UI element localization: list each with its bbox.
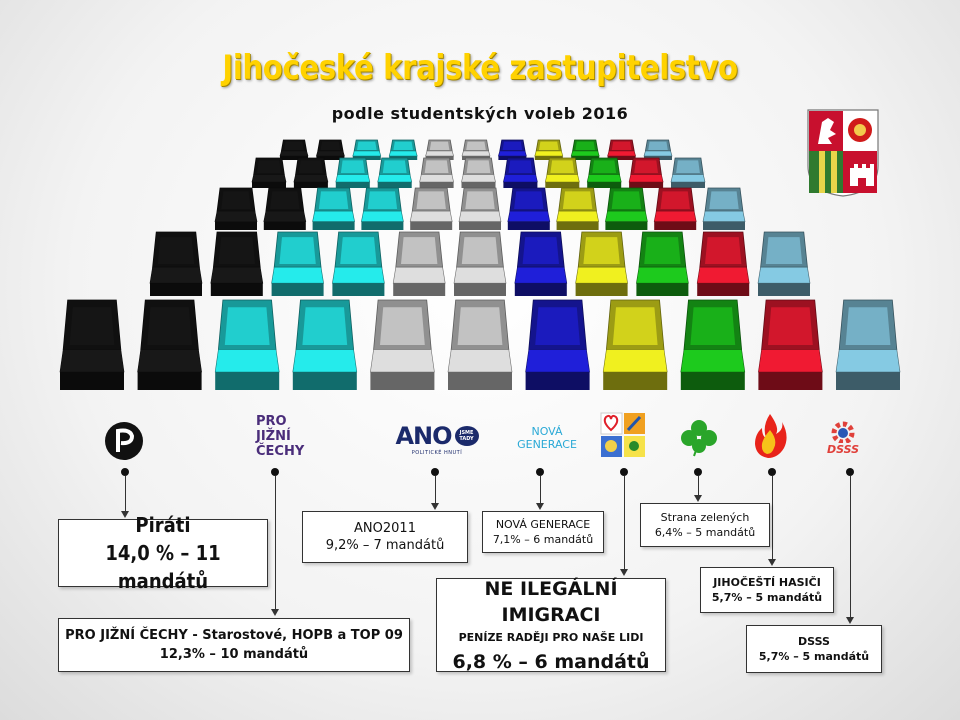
ng-result: 7,1% – 6 mandátů xyxy=(492,533,594,546)
parliament-seat xyxy=(426,140,454,160)
parliament-seat xyxy=(545,158,579,188)
ng-arrow-icon xyxy=(536,503,544,510)
nii-connector-dot xyxy=(620,468,628,476)
parliament-seat xyxy=(629,158,663,188)
strana-zelenych-logo xyxy=(678,418,720,458)
parliament-seat xyxy=(503,158,537,188)
sz-name: Strana zelených xyxy=(660,511,750,524)
sz-connector-dot xyxy=(694,468,702,476)
pro-connector-line xyxy=(275,476,276,610)
pirati-result: 14,0 % – 11 mandátů xyxy=(105,541,221,593)
jh-connector-line xyxy=(772,476,773,560)
parliament-seat xyxy=(215,188,257,230)
parliament-seat xyxy=(370,300,434,390)
parliament-seat xyxy=(454,232,506,296)
pro-connector-dot xyxy=(271,468,279,476)
parliament-seat xyxy=(313,188,355,230)
dsss-connector-dot xyxy=(846,468,854,476)
party-emblem-icon xyxy=(600,412,646,458)
pro-jizni-cechy-logo xyxy=(256,408,314,464)
parliament-seat xyxy=(758,232,810,296)
parliament-seat xyxy=(138,300,202,390)
jh-connector-dot xyxy=(768,468,776,476)
dsss-label-box xyxy=(746,625,882,673)
nii-connector-line xyxy=(624,476,625,570)
parliament-seat xyxy=(515,232,567,296)
parliament-seat xyxy=(654,188,696,230)
parliament-seat xyxy=(681,300,745,390)
sz-arrow-icon xyxy=(694,495,702,502)
parliament-seat xyxy=(462,158,496,188)
parliament-seat xyxy=(605,188,647,230)
parliament-seat xyxy=(361,188,403,230)
nii-result: 6,8 % – 6 mandátů xyxy=(452,650,650,673)
dsss-logo-text: DSSS xyxy=(826,442,860,456)
parliament-seat xyxy=(252,158,286,188)
parliament-seat xyxy=(393,232,445,296)
parliament-seat xyxy=(272,232,324,296)
jh-label-box xyxy=(700,567,834,613)
parliament-seat xyxy=(459,188,501,230)
ano-arrow-icon xyxy=(431,503,439,510)
ng-connector-dot xyxy=(536,468,544,476)
parliament-seat xyxy=(264,188,306,230)
jh-arrow-icon xyxy=(768,559,776,566)
sz-result: 6,4% – 5 mandátů xyxy=(654,526,756,539)
coat-of-arms-icon xyxy=(806,108,880,198)
parliament-seat xyxy=(571,140,599,160)
ano-logo xyxy=(396,420,478,458)
parliament-seat xyxy=(535,140,563,160)
dsss-connector-line xyxy=(850,476,851,618)
pro-logo-line1: PRO xyxy=(256,413,287,429)
pirati-label-box xyxy=(58,513,268,593)
parliament-seat xyxy=(697,232,749,296)
ano-connector-line xyxy=(435,476,436,504)
parliament-seat xyxy=(293,300,357,390)
pirati-connector-dot xyxy=(121,468,129,476)
ng-name: NOVÁ GENERACE xyxy=(495,518,591,531)
parliament-seat xyxy=(462,140,490,160)
parliament-seat xyxy=(671,158,705,188)
parliament-seat xyxy=(389,140,417,160)
parliament-seat xyxy=(498,140,526,160)
ng-connector-line xyxy=(540,476,541,504)
ano-logo-text: ANO xyxy=(395,422,452,450)
parliament-seat xyxy=(644,140,672,160)
parliament-seat xyxy=(603,300,667,390)
jh-name: JIHOČEŠTÍ HASIČI xyxy=(713,576,821,589)
ano-logo-subtext: POLITICKÉ HNUTÍ xyxy=(411,450,463,456)
nii-label-box xyxy=(436,578,666,672)
parliament-seat xyxy=(215,300,279,390)
pirate-flag-icon xyxy=(103,420,145,462)
parliament-seat xyxy=(150,232,202,296)
pirati-name: Piráti xyxy=(135,513,191,537)
nii-name: NE ILEGÁLNÍ IMIGRACI xyxy=(484,577,618,626)
pro-label-box xyxy=(58,618,410,672)
page-subtitle: podle studentských voleb 2016 xyxy=(331,104,629,123)
pirate-party-logo xyxy=(103,420,145,462)
parliament-seat xyxy=(587,158,621,188)
parliament-seat xyxy=(636,232,688,296)
flame-icon xyxy=(750,412,790,460)
parliament-seat xyxy=(316,140,344,160)
parliament-seat xyxy=(576,232,628,296)
ng-label-box xyxy=(482,511,604,553)
pro-name: PRO JIŽNÍ ČECHY - Starostové, HOPB a TOP 09 xyxy=(65,628,403,643)
pirati-connector-line xyxy=(125,476,126,512)
pro-result: 12,3% – 10 mandátů xyxy=(159,647,309,662)
parliament-seat xyxy=(508,188,550,230)
nova-generace-logo xyxy=(514,422,580,454)
dsss-logo xyxy=(818,414,868,458)
parliament-seat xyxy=(608,140,636,160)
parliament-seat xyxy=(758,300,822,390)
parliament-seat xyxy=(448,300,512,390)
parliament-seat xyxy=(557,188,599,230)
jh-result: 5,7% – 5 mandátů xyxy=(711,591,823,604)
parliament-seat xyxy=(410,188,452,230)
dsss-name: DSSS xyxy=(798,635,830,648)
dsss-result: 5,7% – 5 mandátů xyxy=(758,650,870,663)
parliament-seat xyxy=(526,300,590,390)
parliament-seat xyxy=(294,158,328,188)
parliament-seat xyxy=(420,158,454,188)
parliament-seat xyxy=(353,140,381,160)
page-title: Jihočeské krajské zastupitelstvo xyxy=(222,48,738,88)
sz-connector-line xyxy=(698,476,699,496)
ano-result: 9,2% – 7 mandátů xyxy=(325,538,445,553)
ano-logo-badge: JSME TADY xyxy=(455,426,479,446)
pro-logo-line2: JIŽNÍ xyxy=(256,428,291,444)
ano-label-box xyxy=(302,511,468,563)
ano-name: ANO2011 xyxy=(354,521,416,536)
parliament-seat xyxy=(836,300,900,390)
parliament-seat xyxy=(60,300,124,390)
pro-arrow-icon xyxy=(271,609,279,616)
ng-logo-line2: GENERACE xyxy=(517,438,577,451)
parliament-seat xyxy=(336,158,370,188)
jihocesti-hasici-logo xyxy=(750,412,790,460)
parliament-seat xyxy=(211,232,263,296)
dsss-arrow-icon xyxy=(846,617,854,624)
ano-connector-dot xyxy=(431,468,439,476)
parliament-seat xyxy=(280,140,308,160)
clover-icon xyxy=(678,418,720,458)
parliament-seat xyxy=(332,232,384,296)
nii-subtitle: PENÍZE RADĚJI PRO NAŠE LIDI xyxy=(458,630,644,644)
gear-icon xyxy=(827,417,859,443)
pro-logo-line3: ČECHY xyxy=(256,443,305,459)
ne-ilegalni-imigraci-logo xyxy=(600,412,646,458)
parliament-seat xyxy=(703,188,745,230)
ng-logo-line1: NOVÁ xyxy=(531,425,563,438)
sz-label-box xyxy=(640,503,770,547)
parliament-seat xyxy=(378,158,412,188)
